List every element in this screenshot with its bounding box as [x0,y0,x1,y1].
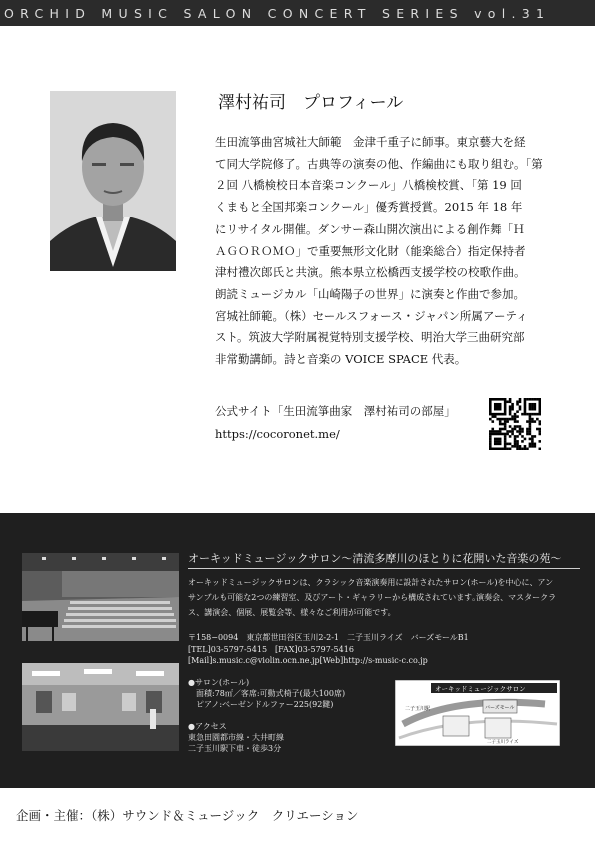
profile-title: 澤村祐司 プロフィール [218,93,404,113]
access-map-graphic [395,680,560,746]
map-label: 二子玉川ライズ [487,740,519,745]
description-line: サンブルも可能な2つの練習室、及びアート・ギャラリーから構成されています｡演奏会、マスタークラ [188,593,557,602]
access-map [395,680,560,746]
address-line: 〒158−0094 東京都世田谷区玉川2-2-1 二子玉川ライズ バーズモールB1 [188,633,469,642]
contact-phone: [TEL]03-5797-5415 [FAX]03-5797-5416 [188,644,354,654]
map-label: 二子玉川駅 [405,706,431,712]
salon-description [188,575,580,620]
portrait-photo-graphic [50,91,176,271]
official-site-label: 公式サイト「生田流箏曲家 澤村祐司の部屋」 [215,404,456,418]
bio-line: 朗読ミュージカル「山崎陽子の世界」に演奏と作曲で参加。 [215,286,526,301]
detail-line: 東急田園都市線・大井町線 [188,733,284,742]
description-line: ス、講演会、個展、展覧会等、様々なご利用が可能です。 [188,608,396,617]
qr-code-graphic [489,398,541,450]
title-divider [188,568,580,569]
salon-address [188,632,469,667]
bio-line: 非常勤講師。詩と音楽の VOICE SPACE 代表。 [215,352,467,367]
portrait-photo [50,91,176,271]
bio-line: ２回 八橋検校日本音楽コンクール」八橋検校賞、「第 19 回 [215,178,522,193]
bio-line: にリサイタル開催。ダンサー森山開次演出による創作舞「Ｈ [215,221,525,236]
detail-line: ●サロン(ホール) [188,678,250,687]
detail-line [188,710,345,721]
description-line: オーキッドミュージックサロンは、クラシック音楽演奏用に設計されたサロン(ホール)を中心に、アン [188,578,554,587]
salon-title: オーキッドミュージックサロン〜清流多摩川のほとりに花開いた音楽の苑〜 [188,552,562,565]
top-banner [0,0,595,26]
salon-details [188,677,345,754]
bio-line: スト。筑波大学附属視覚特別支援学校、明治大学三曲研究部 [215,330,525,345]
map-header: オーキッドミュージックサロン [435,685,526,693]
concert-hall-photo [22,553,179,641]
organizer-credit: 企画・主催：（株）サウンド＆ミュージック クリエーション [16,808,359,823]
official-site-link[interactable]: https://cocoronet.me/ [215,427,340,441]
detail-line: ピアノ:ベーゼンドルファー225(92鍵) [188,700,334,709]
detail-line: 面積:78㎡／客席:可動式椅子(最大100席) [188,689,346,698]
biography [215,132,552,371]
bio-line: 津村禮次郎氏と共演。熊本県立松橋西支援学校の校歌作曲。 [215,265,526,280]
bio-line: くまもと全国邦楽コンクール」優秀賞授賞。2015 年 18 年 [215,200,523,215]
bio-line: 宮城社師範。（株）セールスフォース・ジャパン所属アーティ [215,308,528,323]
series-title: ORCHID MUSIC SALON CONCERT SERIES vol.31 [4,6,551,21]
salon-info-section [0,513,595,788]
detail-line: 二子玉川駅下車・徒歩3分 [188,744,282,753]
bio-line: て同大学院修了。古典等の演奏の他、作編曲にも取り組む。「第 [215,156,543,171]
bio-line: 生田流箏曲宮城社大師範 金津千重子に師事。東京藝大を経 [215,135,526,149]
gallery-graphic [22,663,179,751]
contact-mail-web[interactable]: [Mail]s.music.c@violin.ocn.ne.jp[Web]http://s-music-c.co.jp [188,656,428,665]
bio-line: ＡＧＯＲＯＭＯ」で重要無形文化財（能楽総合）指定保持者 [215,243,526,258]
qr-code-icon[interactable] [489,398,541,450]
concert-hall-graphic [22,553,179,641]
detail-line: ●アクセス [188,722,227,731]
map-label: バーズモール [485,705,515,711]
gallery-photo [22,663,179,751]
